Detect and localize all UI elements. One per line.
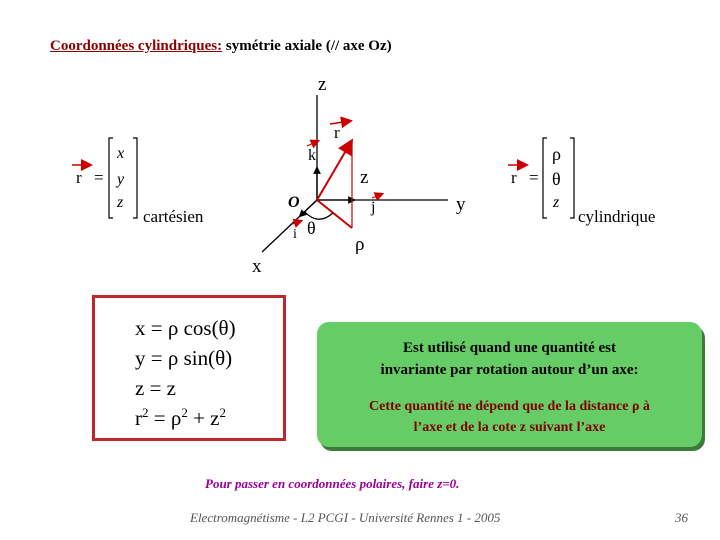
left-bracket-open: [109, 138, 113, 218]
title-rest: symétrie axiale (// axe Oz): [222, 38, 392, 54]
rho-projection: [317, 200, 352, 228]
left-comp-x: x: [117, 145, 125, 162]
unit-i-arrow: [300, 200, 317, 216]
conversion-formulas-box: [92, 295, 286, 441]
footer-text: Electromagnétisme - L2 PCGI - Université Rennes 1 - 2005: [190, 510, 501, 525]
j-label: j: [371, 199, 376, 216]
theta-label: θ: [307, 218, 316, 238]
i-label: i: [293, 227, 297, 242]
right-equals: =: [529, 168, 539, 187]
cylindrical-caption: cylindrique: [578, 207, 656, 226]
left-r-name: r: [76, 168, 82, 187]
formula-sup-2: 2: [181, 405, 188, 420]
formula-sup-3: 2: [219, 405, 226, 420]
x-axis-label: x: [252, 256, 262, 277]
usage-info-box: [317, 322, 702, 447]
cartesian-caption: cartésien: [143, 207, 204, 226]
title-lead: Coordonnées cylindriques:: [50, 38, 223, 54]
right-comp-theta: θ: [552, 169, 561, 189]
right-bracket-close: [570, 138, 574, 218]
formula-r-squared: [135, 405, 226, 431]
formula-y: y = ρ sin(θ): [135, 346, 233, 370]
position-vector-r: [317, 142, 351, 200]
rho-label: ρ: [355, 234, 365, 255]
right-bracket-open: [543, 138, 547, 218]
origin-label: O: [288, 194, 300, 211]
formula-plus-z: + z: [187, 406, 220, 430]
j-overarrow: [372, 194, 382, 198]
formula-rho: = ρ: [148, 406, 182, 430]
info-line-2: invariante par rotation autour d’un axe:: [380, 362, 639, 378]
r-overarrow-top: [330, 121, 350, 124]
r-top-label: r: [334, 123, 340, 142]
right-comp-z: z: [553, 194, 560, 211]
z-axis-label: z: [318, 74, 327, 95]
info-line-1: Est utilisé quand une quantité est: [403, 340, 616, 356]
k-label: k: [308, 147, 316, 164]
formula-r: r: [135, 406, 142, 430]
info-line-3: Cette quantité ne dépend que de la distance ρ à: [369, 399, 650, 414]
left-bracket-close: [133, 138, 137, 218]
formula-z: z = z: [135, 376, 176, 400]
y-axis-label: y: [456, 194, 466, 215]
right-comp-rho: ρ: [552, 144, 561, 164]
left-comp-z: z: [117, 194, 124, 211]
polar-note: Pour passer en coordonnées polaires, faire z=0.: [205, 476, 460, 491]
page-number: 36: [675, 510, 688, 525]
right-r-name: r: [511, 168, 517, 187]
info-line-4: l’axe et de la cote z suivant l’axe: [413, 420, 606, 435]
formula-sup-1: 2: [142, 405, 149, 420]
left-comp-y: y: [117, 171, 125, 188]
z-coord-label: z: [360, 167, 369, 188]
formula-x: x = ρ cos(θ): [135, 316, 236, 340]
left-equals: =: [94, 168, 104, 187]
